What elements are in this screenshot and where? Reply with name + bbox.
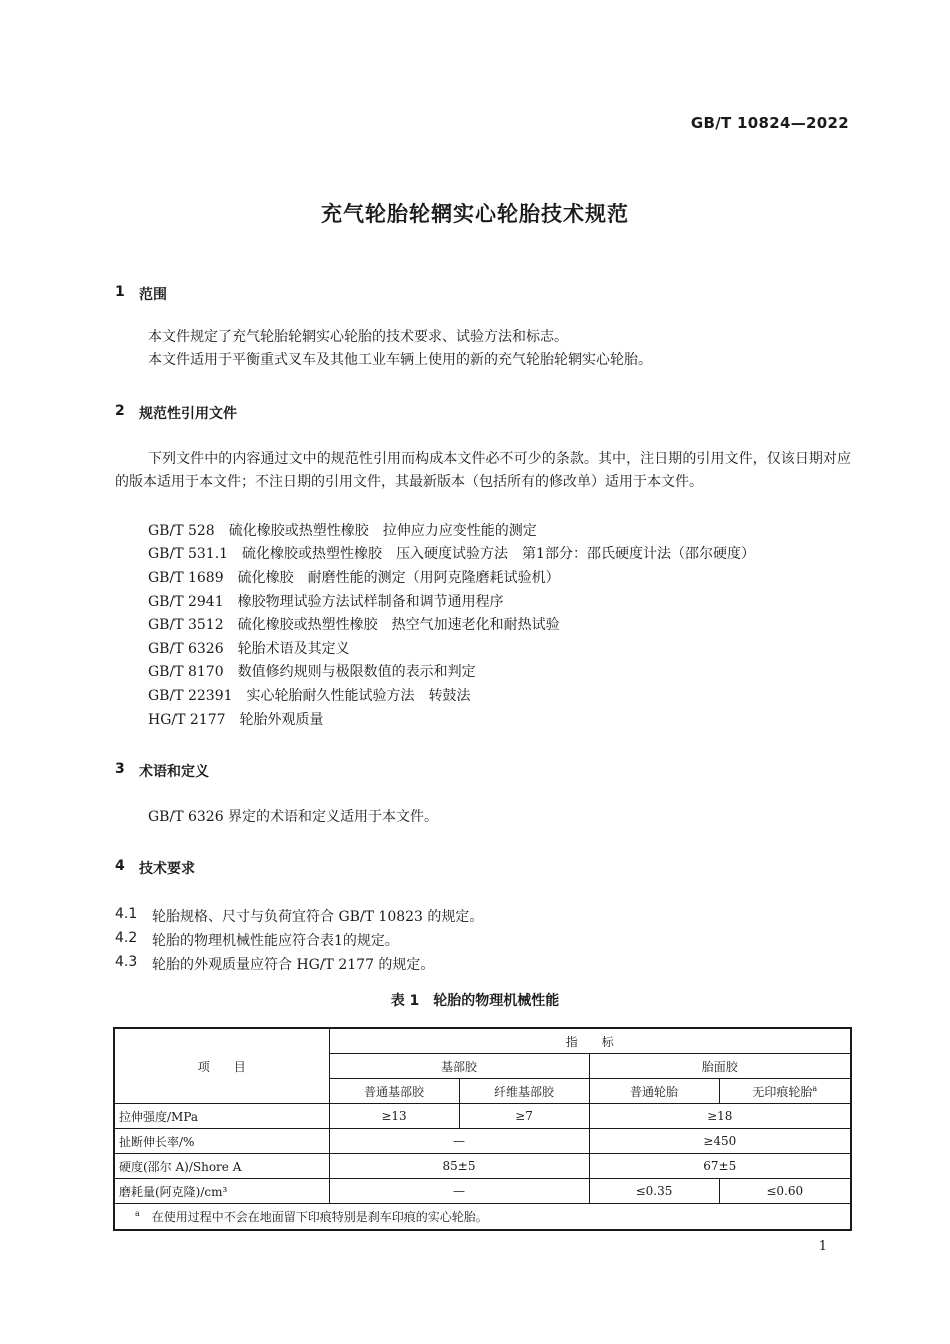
section-title: 范围 [139,287,167,303]
table-cell: ≥7 [459,1104,589,1129]
section-4-heading [115,858,195,878]
section-title: 技术要求 [139,861,195,877]
clause-text: 轮胎的物理机械性能应符合表1的规定。 [152,933,399,949]
clause-4-1 [115,906,483,926]
section-1-heading [115,284,167,304]
header-item: 项 目 [114,1028,329,1104]
section-number: 1 [115,284,125,300]
standard-number: GB/T 10824—2022 [690,114,849,132]
page-number: 1 [818,1239,827,1254]
header-base-compound: 基部胶 [329,1054,589,1079]
reference-item: GB/T 8170 数值修约规则与极限数值的表示和判定 [148,664,476,680]
table-cell: ≤0.60 [719,1179,851,1204]
clause-number: 4.1 [115,906,138,922]
reference-item: GB/T 6326 轮胎术语及其定义 [148,641,350,657]
references-intro: 下列文件中的内容通过文中的规范性引用而构成本文件必不可少的条款。其中，注日期的引用文件，仅该日期对应的版本适用于本文件；不注日期的引用文件，其最新版本（包括所有的修改单）适用于本文件。 [115,451,851,490]
header-tread-compound: 胎面胶 [589,1054,851,1079]
table-cell: ≥13 [329,1104,459,1129]
scope-paragraph-1: 本文件规定了充气轮胎轮辋实心轮胎的技术要求、试验方法和标志。 [148,329,568,345]
row-label: 扯断伸长率/% [114,1129,329,1154]
reference-item: HG/T 2177 轮胎外观质量 [148,712,324,728]
reference-item: GB/T 3512 硫化橡胶或热塑性橡胶 热空气加速老化和耐热试验 [148,617,560,633]
table-header-row [114,1028,851,1054]
terms-paragraph: GB/T 6326 界定的术语和定义适用于本文件。 [148,809,439,825]
row-label: 拉伸强度/MPa [114,1104,329,1129]
section-3-heading [115,761,209,781]
table-row [114,1104,851,1129]
footnote-mark: a [135,1209,140,1218]
header-col-3: 普通轮胎 [589,1079,719,1104]
clause-4-2 [115,930,399,950]
clause-number: 4.2 [115,930,138,946]
header-col-2: 纤维基部胶 [459,1079,589,1104]
table-row [114,1129,851,1154]
clause-text: 轮胎的外观质量应符合 HG/T 2177 的规定。 [152,957,435,973]
table-cell: 85±5 [329,1154,589,1179]
header-col-4-text: 无印痕轮胎 [752,1084,813,1099]
table-row [114,1154,851,1179]
section-2-heading [115,403,237,423]
header-index: 指 标 [329,1028,851,1054]
reference-item: GB/T 1689 硫化橡胶 耐磨性能的测定（用阿克隆磨耗试验机） [148,570,560,586]
table-cell: ≤0.35 [589,1179,719,1204]
scope-paragraph-2: 本文件适用于平衡重式叉车及其他工业车辆上使用的新的充气轮胎轮辋实心轮胎。 [148,352,652,368]
table-footnote [114,1204,851,1231]
table-cell: 67±5 [589,1154,851,1179]
reference-item: GB/T 531.1 硫化橡胶或热塑性橡胶 压入硬度试验方法 第1部分：邵氏硬度计法（邵尔硬度） [148,546,755,562]
table-cell: — [329,1179,589,1204]
table-row [114,1179,851,1204]
section-title: 术语和定义 [139,764,209,780]
table-caption: 表 1 轮胎的物理机械性能 [390,993,560,1009]
header-col-4 [719,1079,851,1104]
header-col-1: 普通基部胶 [329,1079,459,1104]
reference-item: GB/T 2941 橡胶物理试验方法试样制备和调节通用程序 [148,594,504,610]
section-number: 2 [115,403,125,419]
clause-4-3 [115,954,434,974]
table-cell: ≥450 [589,1129,851,1154]
clause-text: 轮胎规格、尺寸与负荷宜符合 GB/T 10823 的规定。 [152,909,484,925]
row-label: 磨耗量(阿克隆)/cm³ [114,1179,329,1204]
reference-item: GB/T 22391 实心轮胎耐久性能试验方法 转鼓法 [148,688,471,704]
table-cell: — [329,1129,589,1154]
section-title: 规范性引用文件 [139,406,237,422]
table-cell: ≥18 [589,1104,851,1129]
section-number: 3 [115,761,125,777]
section-number: 4 [115,858,125,874]
footnote-text: 在使用过程中不会在地面留下印痕特别是刹车印痕的实心轮胎。 [151,1210,488,1224]
footnote-mark: a [812,1083,818,1093]
clause-number: 4.3 [115,954,138,970]
document-title: 充气轮胎轮辋实心轮胎技术规范 [321,202,629,226]
row-label: 硬度(邵尔 A)/Shore A [114,1154,329,1179]
table-footnote-row [114,1204,851,1231]
properties-table [113,1027,852,1231]
reference-item: GB/T 528 硫化橡胶或热塑性橡胶 拉伸应力应变性能的测定 [148,523,537,539]
